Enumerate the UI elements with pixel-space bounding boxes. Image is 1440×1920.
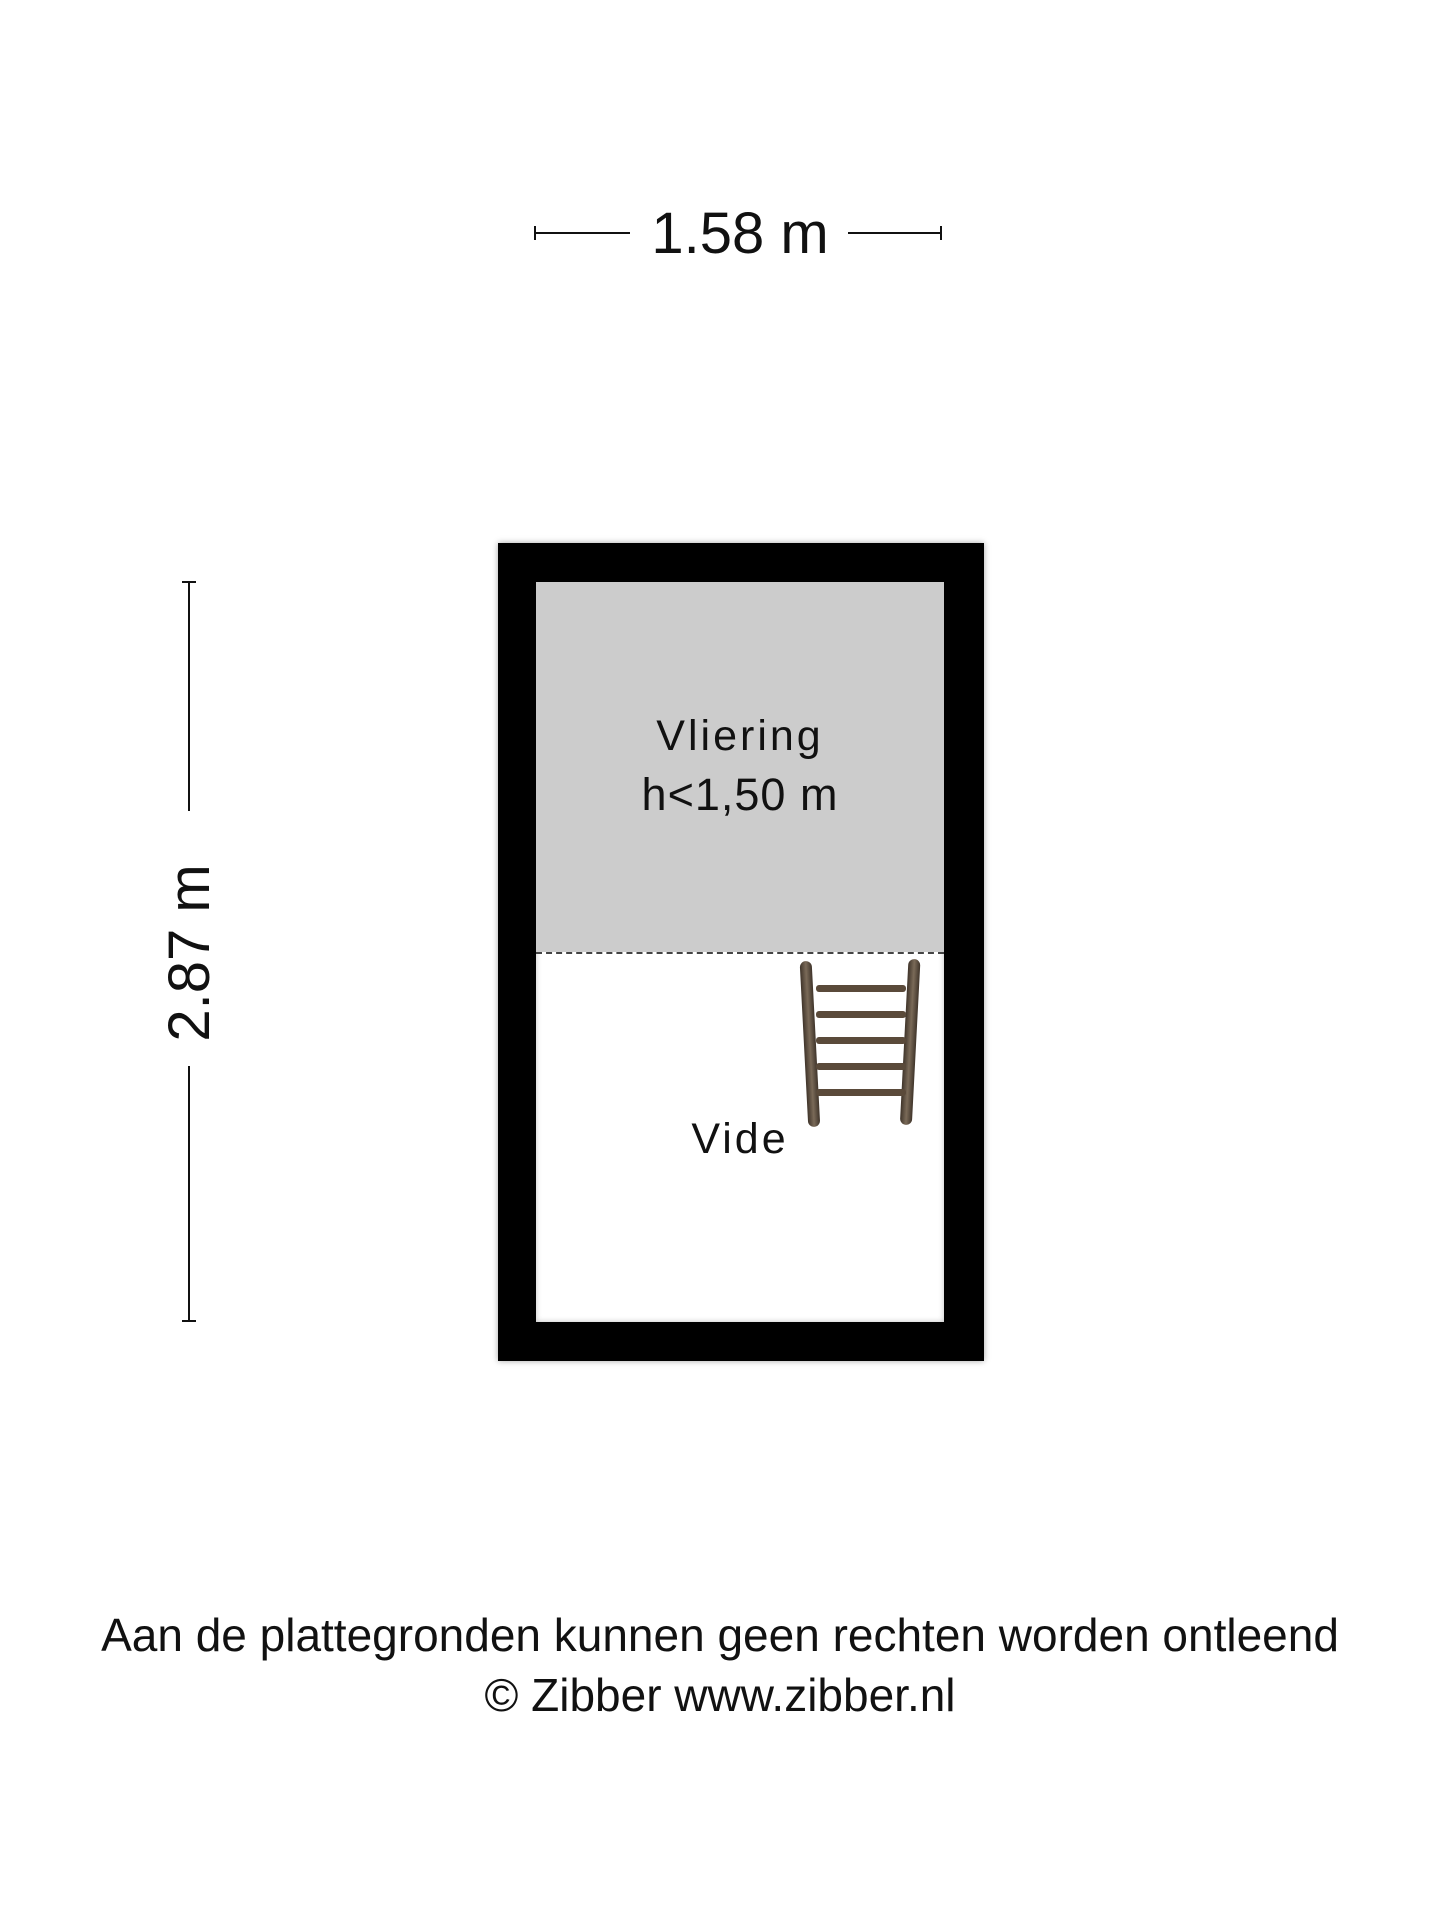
width-dimension-line-left — [534, 232, 630, 234]
height-dimension-tick-bottom — [182, 1320, 196, 1322]
floor-area — [536, 582, 944, 1322]
width-dimension-line-right — [848, 232, 942, 234]
loft-name: Vliering — [656, 712, 824, 760]
width-dimension-tick-right — [940, 226, 942, 240]
height-dimension-label: 2.87 m — [157, 864, 222, 1042]
copyright-text: © Zibber www.zibber.nl — [484, 1669, 956, 1721]
height-dimension-line-top — [188, 581, 190, 811]
height-dimension-line-bottom — [188, 1066, 190, 1322]
void-name: Vide — [691, 1115, 789, 1163]
loft-label — [590, 711, 890, 821]
loft-edge-dashed-line — [536, 952, 944, 954]
width-dimension-label: 1.58 m — [651, 201, 829, 266]
ladder-icon — [792, 955, 932, 1135]
disclaimer-text: Aan de plattegronden kunnen geen rechten worden ontleend — [101, 1609, 1339, 1661]
loft-height-note: h<1,50 m — [641, 769, 839, 820]
